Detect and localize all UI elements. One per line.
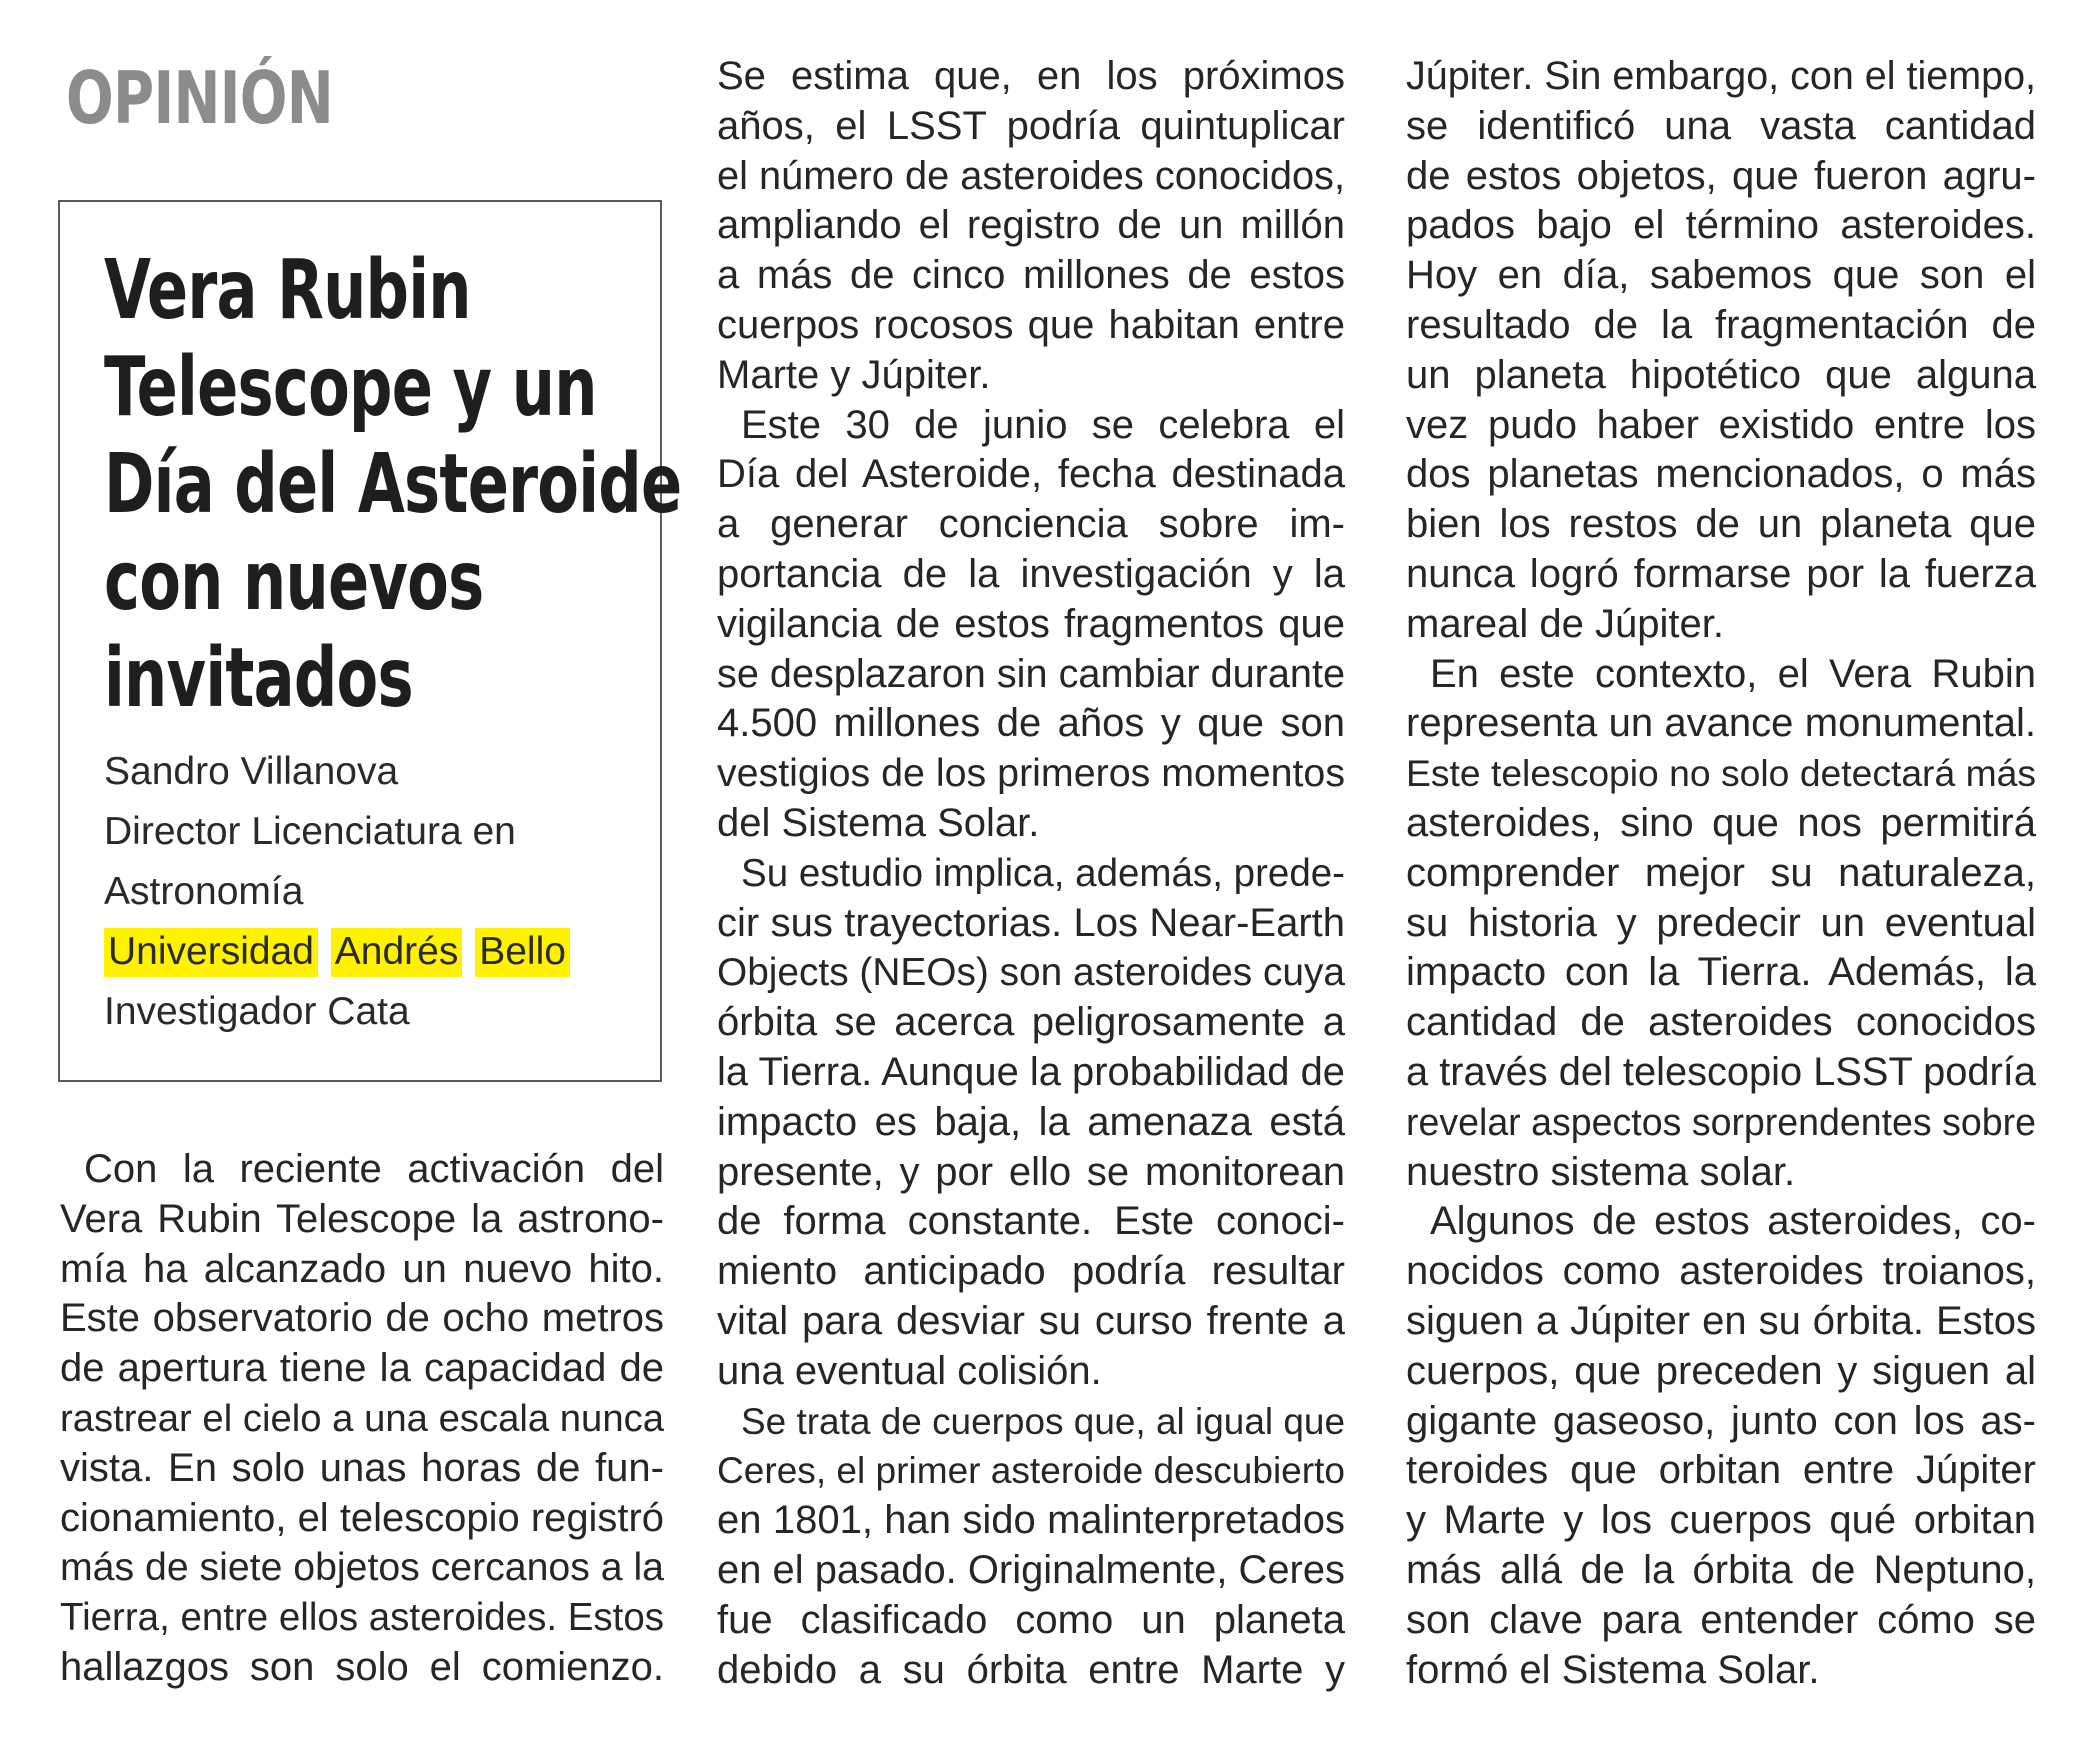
text-line: cir sus trayectorias. Los Near-Earth	[717, 900, 1345, 945]
headline-line: Día del Asteroide	[104, 437, 682, 532]
text-line: la Tierra. Aunque la probabilidad de	[717, 1049, 1345, 1094]
text-line: Se estima que, en los próximos	[717, 54, 1345, 98]
text-line: ampliando el registro de un millón	[717, 203, 1345, 248]
text-line: presente, y por ello se monitorean	[717, 1149, 1345, 1194]
text-line: Tierra, entre ellos asteroides. Estos	[60, 1596, 664, 1640]
section-label: OPINIÓN	[66, 56, 333, 140]
text-line: a más de cinco millones de estos	[717, 253, 1345, 298]
text-line: Júpiter. Sin embargo, con el tiempo,	[1406, 54, 2036, 98]
text-line: nocidos como asteroides troianos,	[1406, 1249, 2036, 1294]
text-line: Objects (NEOs) son asteroides cuya	[717, 951, 1345, 995]
text-line: siguen a Júpiter en su órbita. Estos	[1406, 1298, 2036, 1343]
text-line: dos planetas mencionados, o más	[1406, 452, 2036, 497]
text-line: del Sistema Solar.	[717, 800, 1040, 845]
text-line: a través del telescopio LSST podría	[1406, 1049, 2036, 1094]
text-line: En este contexto, el Vera Rubin	[1430, 651, 2036, 696]
author-name: Sandro Villanova	[104, 750, 399, 793]
text-line: se identificó una vasta cantidad	[1406, 103, 2036, 148]
highlighted-word: Bello	[475, 928, 570, 977]
text-line: vestigios de los primeros momentos	[717, 751, 1345, 796]
text-line: fue clasificado como un planeta	[717, 1597, 1345, 1642]
text-line: impacto con la Tierra. Además, la	[1406, 950, 2036, 995]
text-line: y Marte y los cuerpos qué orbitan	[1406, 1498, 2036, 1543]
text-line: formó el Sistema Solar.	[1406, 1647, 1820, 1692]
text-line: cantidad de asteroides conocidos	[1406, 1000, 2036, 1045]
highlighted-word: Universidad	[104, 928, 318, 977]
text-line: nuestro sistema solar.	[1406, 1149, 1796, 1194]
text-line: Vera Rubin Telescope la astrono-	[60, 1196, 664, 1241]
text-line: son clave para entender cómo se	[1406, 1597, 2036, 1642]
text-line: Su estudio implica, además, prede-	[741, 851, 1345, 895]
text-line: Este telescopio no solo detectará más	[1406, 752, 2036, 795]
text-line: hallazgos son solo el comienzo.	[60, 1644, 664, 1689]
text-line: impacto es baja, la amenaza está	[717, 1099, 1345, 1144]
byline	[104, 742, 644, 1042]
text-line: pados bajo el término asteroides.	[1406, 203, 2036, 248]
text-line: Con la reciente activación del	[84, 1147, 664, 1191]
text-line: comprender mejor su naturaleza,	[1406, 850, 2036, 895]
headline-line: invitados	[104, 631, 413, 726]
text-line: representa un avance monumental.	[1406, 701, 2036, 746]
text-line: Este 30 de junio se celebra el	[741, 402, 1345, 447]
text-line: a generar conciencia sobre im-	[717, 502, 1345, 547]
text-line: resultado de la fragmentación de	[1406, 302, 2036, 347]
title-box	[58, 200, 682, 1082]
text-line: mareal de Júpiter.	[1406, 601, 1724, 646]
text-line: miento anticipado podría resultar	[717, 1249, 1345, 1294]
headline-line: Telescope y un	[104, 340, 597, 435]
text-line: de forma constante. Este conoci-	[717, 1199, 1345, 1244]
text-line: Algunos de estos asteroides, co-	[1430, 1199, 2036, 1244]
text-line: cuerpos, que preceden y siguen al	[1406, 1348, 2036, 1393]
author-affiliation: Investigador Cata	[104, 990, 410, 1033]
text-line: portancia de la investigación y la	[717, 551, 1345, 596]
text-line: se desplazaron sin cambiar durante	[717, 651, 1345, 696]
article-column-3	[1406, 52, 2036, 1695]
text-line: Marte y Júpiter.	[717, 352, 991, 397]
text-line: vista. En solo unas horas de fun-	[60, 1445, 664, 1490]
text-line: de estos objetos, que fueron agru-	[1406, 153, 2036, 198]
author-role-line: Astronomía	[104, 870, 304, 913]
text-line: gigante gaseoso, junto con los as-	[1406, 1398, 2036, 1443]
text-line: 4.500 millones de años y que son	[717, 701, 1345, 746]
text-line: nunca logró formarse por la fuerza	[1406, 551, 2036, 596]
article-column-2	[717, 52, 1345, 1695]
text-line: rastrear el cielo a una escala nunca	[60, 1396, 664, 1440]
text-line: el número de asteroides conocidos,	[717, 153, 1345, 198]
text-line: vez pudo haber existido entre los	[1406, 402, 2036, 447]
article-column-1	[60, 1145, 664, 1693]
text-line: en el pasado. Originalmente, Ceres	[717, 1547, 1345, 1592]
text-line: Este observatorio de ocho metros	[60, 1296, 664, 1341]
text-line: asteroides, sino que nos permitirá	[1406, 800, 2036, 845]
text-line: en 1801, han sido malinterpretados	[717, 1498, 1345, 1543]
text-line: Se trata de cuerpos que, al igual que	[741, 1400, 1345, 1442]
headline	[104, 242, 682, 727]
text-line: Ceres, el primer asteroide descubierto	[717, 1449, 1345, 1492]
highlighted-word: Andrés	[331, 928, 463, 977]
text-line: debido a su órbita entre Marte y	[717, 1647, 1345, 1692]
text-line: años, el LSST podría quintuplicar	[717, 103, 1345, 148]
text-line: de apertura tiene la capacidad de	[60, 1346, 664, 1391]
text-line: teroides que orbitan entre Júpiter	[1406, 1448, 2036, 1493]
author-role-line: Director Licenciatura en	[104, 810, 516, 853]
author-institution	[104, 922, 644, 982]
headline-line: con nuevos	[104, 534, 484, 629]
text-line: un planeta hipotético que alguna	[1406, 352, 2036, 397]
text-line: cuerpos rocosos que habitan entre	[717, 302, 1345, 347]
text-line: mía ha alcanzado un nuevo hito.	[60, 1246, 664, 1291]
text-line: su historia y predecir un eventual	[1406, 900, 2036, 945]
text-line: cionamiento, el telescopio registró	[60, 1495, 664, 1540]
text-line: más de siete objetos cercanos a la	[60, 1545, 664, 1590]
text-line: bien los restos de un planeta que	[1406, 502, 2036, 547]
text-line: vigilancia de estos fragmentos que	[717, 601, 1345, 646]
text-line: revelar aspectos sorprendentes sobre	[1406, 1100, 2036, 1143]
text-line: Hoy en día, sabemos que son el	[1406, 253, 2036, 298]
text-line: Día del Asteroide, fecha destinada	[717, 452, 1345, 497]
text-line: órbita se acerca peligrosamente a	[717, 1000, 1345, 1045]
headline-line: Vera Rubin	[104, 243, 471, 338]
text-line: vital para desviar su curso frente a	[717, 1298, 1345, 1343]
text-line: una eventual colisión.	[717, 1348, 1102, 1393]
text-line: más allá de la órbita de Neptuno,	[1406, 1547, 2036, 1592]
